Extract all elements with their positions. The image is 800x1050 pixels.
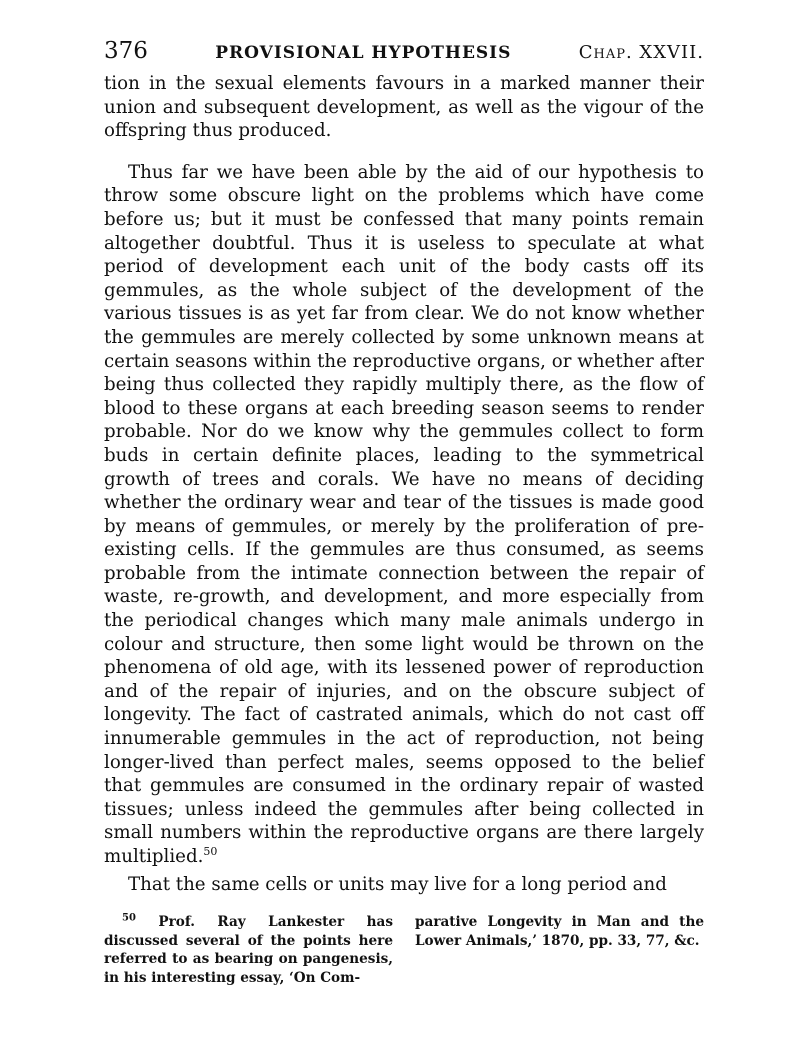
running-title: PROVISIONAL HYPOTHESIS <box>215 43 512 63</box>
running-header <box>104 36 704 72</box>
chapter-label: Chap. XXVII. <box>578 42 704 63</box>
page-number: 376 <box>104 38 148 64</box>
footnote <box>104 913 704 987</box>
footnote-separator <box>104 906 704 907</box>
paragraph-next: That the same cells or units may live for a long period and <box>128 873 667 895</box>
footnote-marker: 50 <box>122 912 136 924</box>
paragraph-main-text: Thus far we have been able by the aid of our hypothesis to throw some obscure light on the problems which have come before us; but it must be confessed that many points remain altogether doubtful. Thus it is useless to speculate at what period of development each unit of the body casts off its gemmules, as the whole subject of the development of the various tissues is as yet far from clear. We do not know whether the gemmules are merely collected by some unknown means at certain seasons within the reproductive organs, or whether after being thus collected they rapidly multiply there, as the flow of blood to these organs at each breeding season seems to render probable. Nor do we know why the gemmules collect to form buds in certain definite places, leading to the symmetrical growth of trees and corals. We have no means of deciding whether the ordinary wear and tear of the tissues is made good by means of gemmules, or merely by the proliferation of pre-existing cells. If the gemmules are thus consumed, as seems probable from the intimate connection between the repair of waste, re-growth, and development, and more especially from the periodical changes which many male animals undergo in colour and structure, then some light would be thrown on the phenomena of old age, with its lessened power of reproduction and of the repair of injuries, and on the obscure subject of longevity. The fact of castrated animals, which do not cast off innumerable gemmules in the act of reproduction, not being longer-lived than perfect males, seems opposed to the belief that gemmules are consumed in the ordinary repair of wasted tissues; unless indeed the gemmules after being collected in small numbers within the reproductive organs are there largely multiplied. <box>104 161 704 867</box>
footnote-reference: 50 <box>203 844 218 858</box>
paragraph-main <box>104 161 704 869</box>
footnote-left-text: Prof. Ray Lankester has discussed several of the points here referred to as bearing on pangenesis, in his interesting essay, ‘On Com- <box>104 914 393 986</box>
paragraph-continued: tion in the sexual elements favours in a marked manner their union and subsequent development, as well as the vigour of the offspring thus produced. <box>104 73 704 142</box>
footnote-left-column <box>104 913 393 987</box>
footnote-right-column: parative Longevity in Man and the Lower Animals,’ 1870, pp. 33, 77, &c. <box>415 914 704 949</box>
